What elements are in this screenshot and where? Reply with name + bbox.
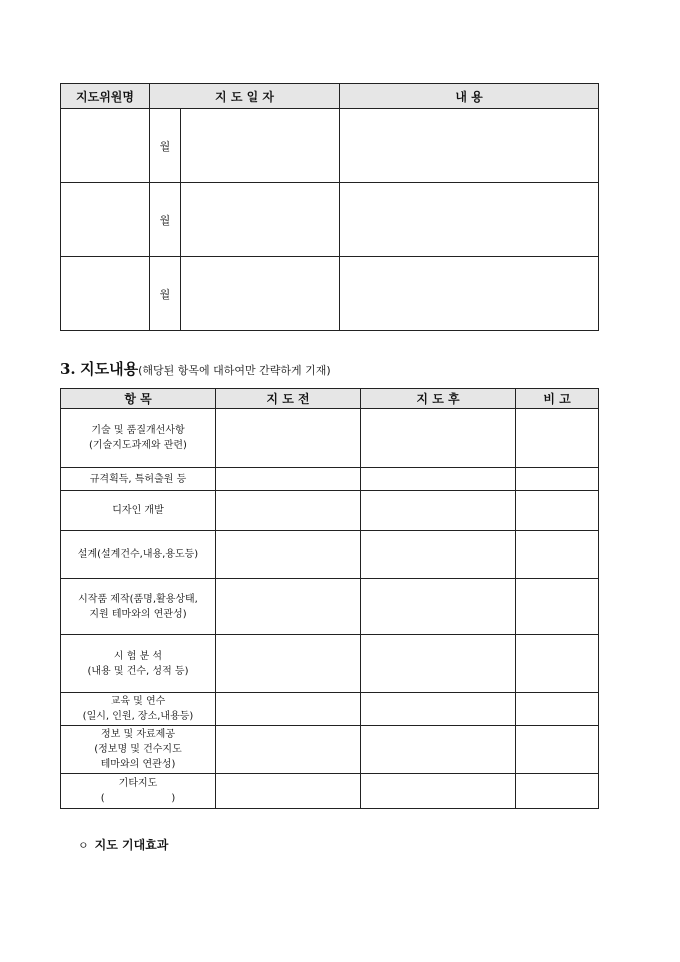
remarks-cell[interactable] xyxy=(516,774,599,809)
header-before: 지 도 전 xyxy=(216,389,361,409)
bullet-marker: ㅇ xyxy=(78,839,89,852)
section-note: (해당된 항목에 대하여만 간략하게 기재) xyxy=(138,364,331,377)
section-number: 3. xyxy=(60,360,76,378)
header-content: 내 용 xyxy=(340,84,599,109)
content-cell[interactable] xyxy=(340,257,599,331)
before-cell[interactable] xyxy=(216,726,361,774)
remarks-cell[interactable] xyxy=(516,726,599,774)
before-cell[interactable] xyxy=(216,579,361,635)
remarks-cell[interactable] xyxy=(516,531,599,579)
table-header-row xyxy=(61,84,599,109)
month-label: 월 xyxy=(150,257,181,331)
item-label: 정보 및 자료제공 (정보명 및 건수지도 테마와의 연관성) xyxy=(61,726,216,774)
after-cell[interactable] xyxy=(361,409,516,468)
remarks-cell[interactable] xyxy=(516,693,599,726)
after-cell[interactable] xyxy=(361,579,516,635)
after-cell[interactable] xyxy=(361,635,516,693)
table-row xyxy=(61,774,599,809)
table-row xyxy=(61,257,599,331)
remarks-cell[interactable] xyxy=(516,409,599,468)
item-label: 디자인 개발 xyxy=(61,491,216,531)
after-cell[interactable] xyxy=(361,491,516,531)
table-row xyxy=(61,183,599,257)
table-row xyxy=(61,109,599,183)
section-3-heading xyxy=(60,358,331,379)
advisor-name-cell[interactable] xyxy=(61,183,150,257)
after-cell[interactable] xyxy=(361,693,516,726)
table-header-row xyxy=(61,389,599,409)
remarks-cell[interactable] xyxy=(516,468,599,491)
header-remarks: 비 고 xyxy=(516,389,599,409)
item-label: 기술 및 품질개선사항 (기술지도과제와 관련) xyxy=(61,409,216,468)
before-cell[interactable] xyxy=(216,774,361,809)
before-cell[interactable] xyxy=(216,635,361,693)
after-cell[interactable] xyxy=(361,468,516,491)
item-label: 시 험 분 석 (내용 및 건수, 성적 등) xyxy=(61,635,216,693)
date-cell[interactable] xyxy=(181,257,340,331)
table-row xyxy=(61,491,599,531)
expected-effect-label: 지도 기대효과 xyxy=(94,838,169,852)
header-item: 항 목 xyxy=(61,389,216,409)
table-row xyxy=(61,531,599,579)
before-cell[interactable] xyxy=(216,693,361,726)
header-after: 지 도 후 xyxy=(361,389,516,409)
item-label: 기타지도 ( ) xyxy=(61,774,216,809)
after-cell[interactable] xyxy=(361,726,516,774)
item-label: 교육 및 연수 (일시, 인원, 장소,내용등) xyxy=(61,693,216,726)
remarks-cell[interactable] xyxy=(516,579,599,635)
content-cell[interactable] xyxy=(340,183,599,257)
table-row xyxy=(61,635,599,693)
guidance-date-table xyxy=(60,83,599,331)
after-cell[interactable] xyxy=(361,774,516,809)
before-cell[interactable] xyxy=(216,409,361,468)
after-cell[interactable] xyxy=(361,531,516,579)
month-label: 월 xyxy=(150,183,181,257)
expected-effect-heading xyxy=(78,836,168,853)
table-row xyxy=(61,409,599,468)
remarks-cell[interactable] xyxy=(516,635,599,693)
item-label: 설계(설계건수,내용,용도등) xyxy=(61,531,216,579)
content-cell[interactable] xyxy=(340,109,599,183)
header-guidance-date: 지 도 일 자 xyxy=(150,84,340,109)
remarks-cell[interactable] xyxy=(516,491,599,531)
advisor-name-cell[interactable] xyxy=(61,257,150,331)
date-cell[interactable] xyxy=(181,183,340,257)
table-row xyxy=(61,726,599,774)
before-cell[interactable] xyxy=(216,491,361,531)
date-cell[interactable] xyxy=(181,109,340,183)
before-cell[interactable] xyxy=(216,468,361,491)
guidance-content-table xyxy=(60,388,599,809)
table-row xyxy=(61,579,599,635)
item-label: 시작품 제작(품명,활용상태, 지원 테마와의 연관성) xyxy=(61,579,216,635)
table-row xyxy=(61,468,599,491)
table-row xyxy=(61,693,599,726)
advisor-name-cell[interactable] xyxy=(61,109,150,183)
item-label: 규격획득, 특허출원 등 xyxy=(61,468,216,491)
section-title: 지도내용 xyxy=(80,360,139,378)
before-cell[interactable] xyxy=(216,531,361,579)
header-advisor-name: 지도위원명 xyxy=(61,84,150,109)
month-label: 월 xyxy=(150,109,181,183)
